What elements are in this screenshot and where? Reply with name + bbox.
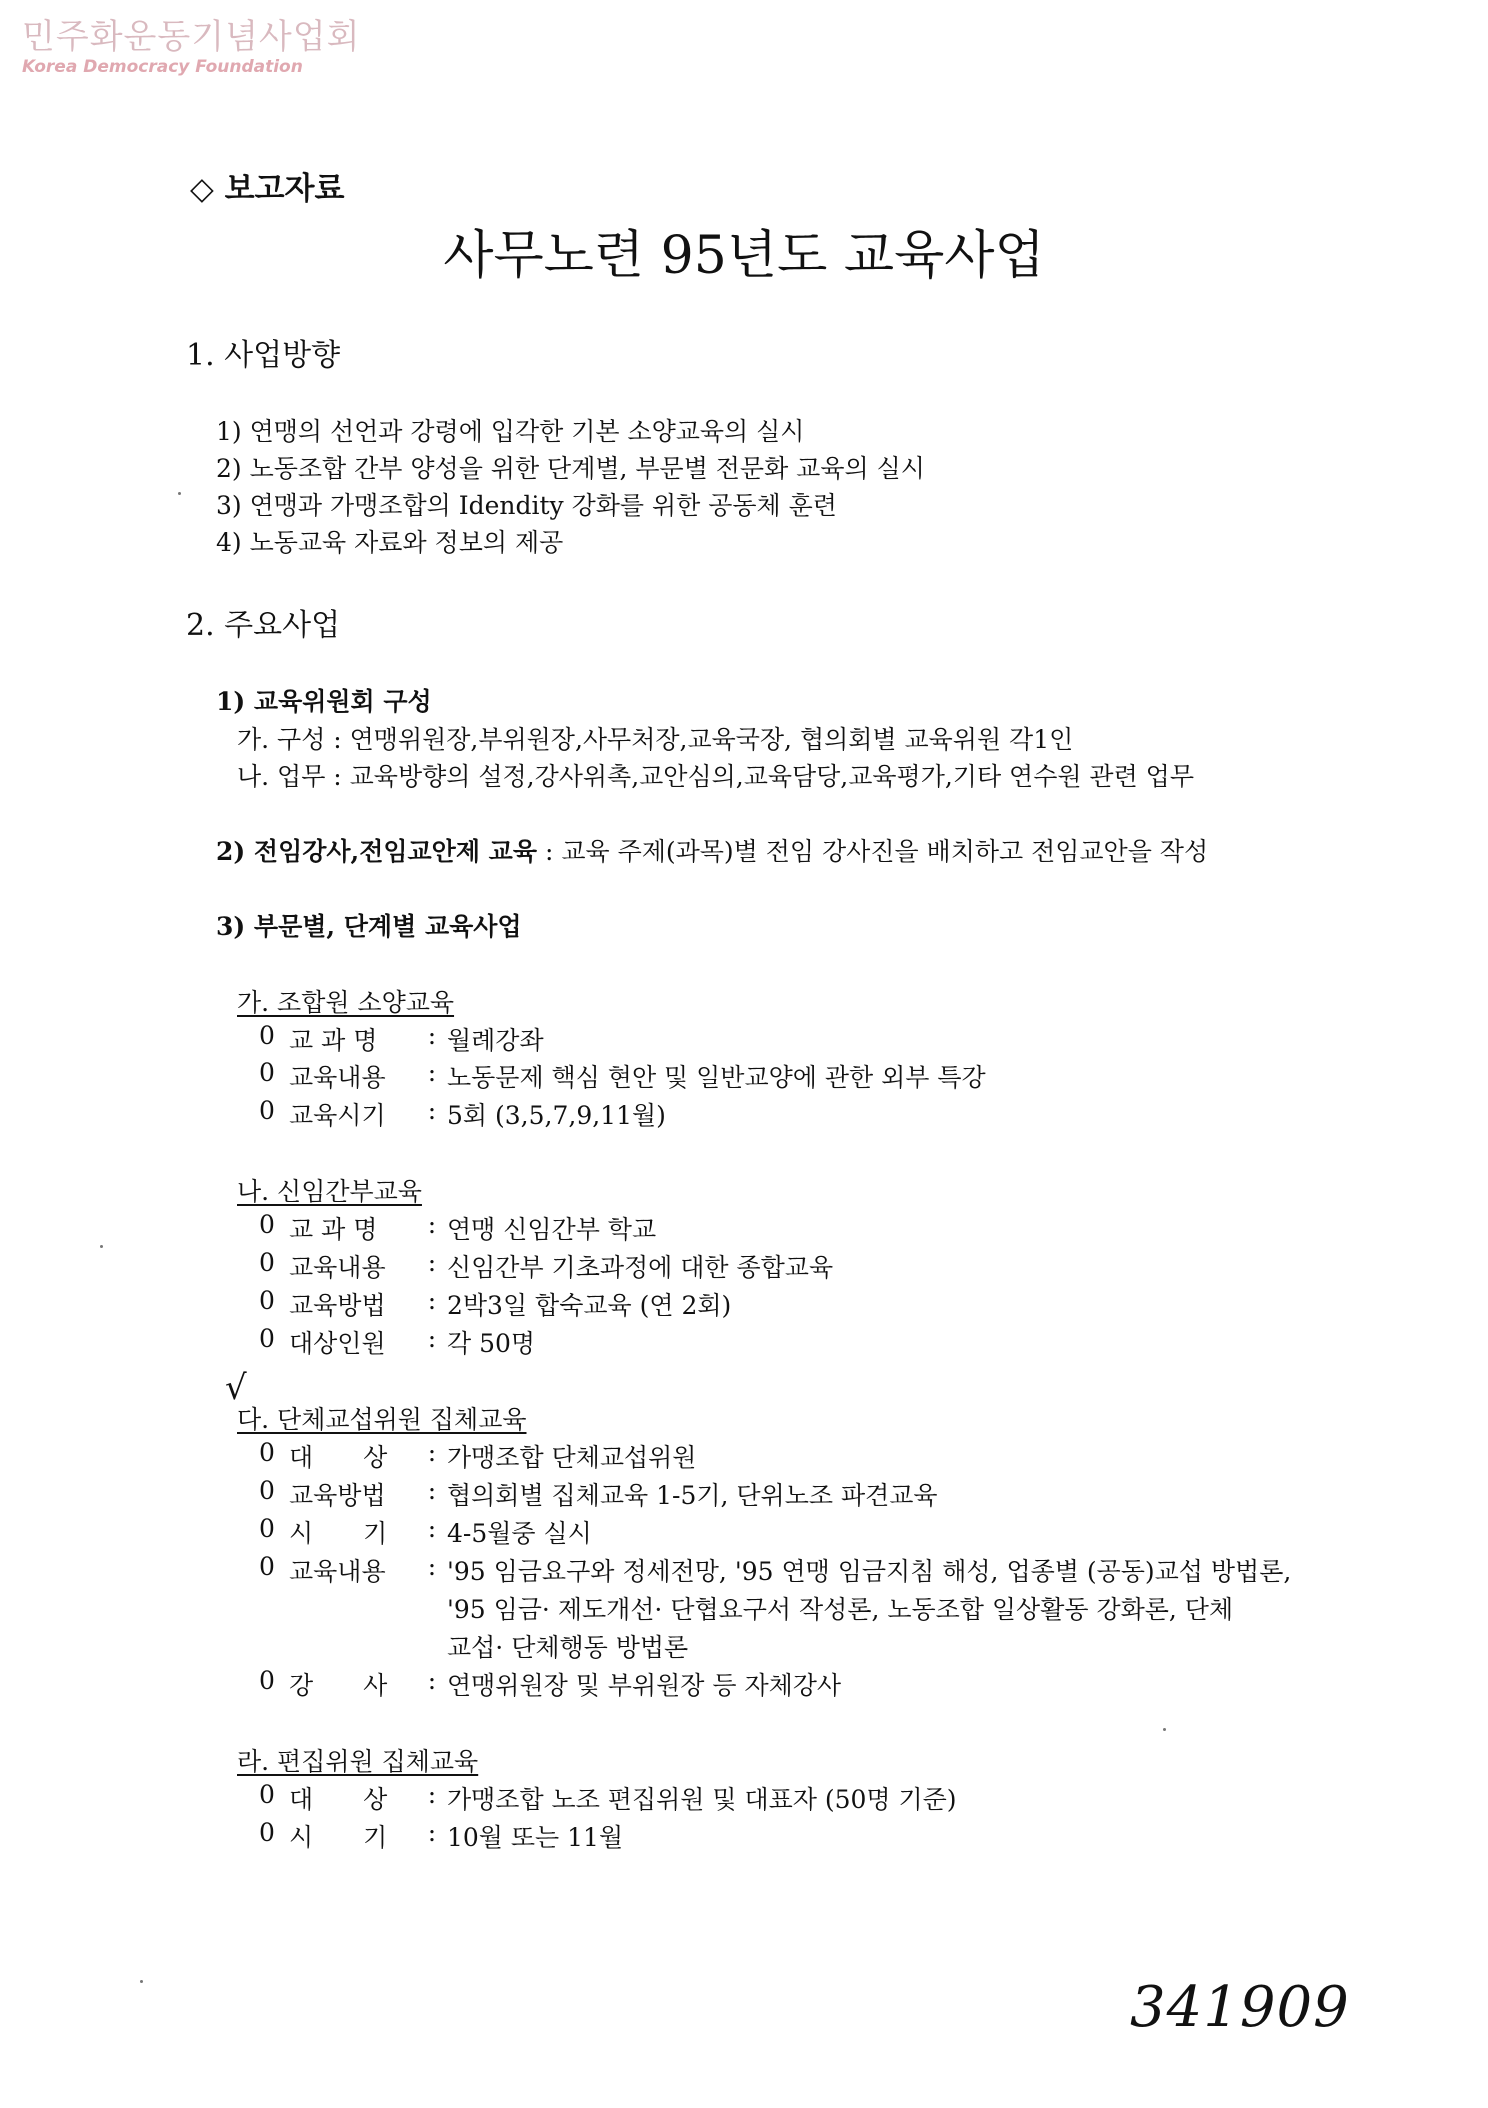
row-value-continued: '95 임금· 제도개선· 단협요구서 작성론, 노동조합 일상활동 강화론, 단체 bbox=[447, 1595, 1234, 1624]
row-marker: 0 bbox=[259, 1780, 275, 1809]
checkmark-icon: √ bbox=[225, 1368, 247, 1408]
row-marker: 0 bbox=[259, 1210, 275, 1239]
scan-speck bbox=[178, 492, 181, 495]
program-da-title: 다. 단체교섭위원 집체교육 bbox=[237, 1405, 527, 1434]
row-value: 노동문제 핵심 현안 및 일반교양에 관한 외부 특강 bbox=[447, 1063, 986, 1092]
row-value: 5회 (3,5,7,9,11월) bbox=[447, 1101, 666, 1130]
subsection-3-heading: 3) 부문별, 단계별 교육사업 bbox=[216, 912, 522, 941]
row-value: 4-5월중 실시 bbox=[447, 1519, 592, 1548]
row-value: 각 50명 bbox=[447, 1329, 536, 1358]
row-value-continued: 교섭· 단체행동 방법론 bbox=[447, 1633, 689, 1662]
program-row: 0 강 사 : 연맹위원장 및 부위원장 등 자체강사 bbox=[259, 1666, 842, 1700]
committee-composition: 가. 구성 : 연맹위원장,부위원장,사무처장,교육국장, 협의회별 교육위원 각1인 bbox=[237, 725, 1074, 754]
row-marker: 0 bbox=[259, 1476, 275, 1505]
row-marker: 0 bbox=[259, 1058, 275, 1087]
committee-duties: 나. 업무 : 교육방향의 설정,강사위촉,교안심의,교육담당,교육평가,기타 연수원 관련 업무 bbox=[237, 762, 1194, 791]
row-value: 10월 또는 11월 bbox=[447, 1823, 624, 1852]
row-marker: 0 bbox=[259, 1324, 275, 1353]
program-row: 0 대 상 : 가맹조합 노조 편집위원 및 대표자 (50명 기준) bbox=[259, 1780, 957, 1814]
program-row: 0 교육방법 : 협의회별 집체교육 1-5기, 단위노조 파견교육 bbox=[259, 1476, 938, 1510]
program-na-title: 나. 신임간부교육 bbox=[237, 1177, 422, 1206]
direction-item: 1) 연맹의 선언과 강령에 입각한 기본 소양교육의 실시 bbox=[216, 417, 805, 446]
row-value: 가맹조합 노조 편집위원 및 대표자 (50명 기준) bbox=[447, 1785, 957, 1814]
watermark-english: Korea Democracy Foundation bbox=[22, 57, 303, 77]
row-value: 가맹조합 단체교섭위원 bbox=[447, 1443, 697, 1472]
row-value: 신임간부 기초과정에 대한 종합교육 bbox=[447, 1253, 834, 1282]
program-ga-title: 가. 조합원 소양교육 bbox=[237, 988, 455, 1017]
program-row: 0 교육내용 : 신임간부 기초과정에 대한 종합교육 bbox=[259, 1248, 834, 1282]
direction-item: 2) 노동조합 간부 양성을 위한 단계별, 부문별 전문화 교육의 실시 bbox=[216, 454, 925, 483]
program-row: 0 교 과 명 : 연맹 신임간부 학교 bbox=[259, 1210, 657, 1244]
report-label: ◇ 보고자료 bbox=[190, 171, 345, 207]
row-value: 월례강좌 bbox=[447, 1026, 544, 1055]
row-marker: 0 bbox=[259, 1286, 275, 1315]
subsection-2 bbox=[216, 832, 1208, 868]
row-key: 대 상 bbox=[289, 1443, 388, 1472]
program-ra-title: 라. 편집위원 집체교육 bbox=[237, 1747, 479, 1776]
row-value: '95 임금요구와 정세전망, '95 연맹 임금지침 해성, 업종별 (공동)교섭 방법론, bbox=[447, 1557, 1292, 1586]
row-marker: 0 bbox=[259, 1552, 275, 1581]
handwritten-number: 341909 bbox=[1130, 1975, 1350, 2040]
row-marker: 0 bbox=[259, 1248, 275, 1277]
row-marker: 0 bbox=[259, 1818, 275, 1847]
row-key: 교육내용 bbox=[289, 1557, 386, 1586]
watermark bbox=[22, 18, 360, 78]
direction-item: 4) 노동교육 자료와 정보의 제공 bbox=[216, 528, 564, 557]
row-value: 연맹 신임간부 학교 bbox=[447, 1215, 657, 1244]
document-title: 사무노련 95년도 교육사업 bbox=[443, 226, 1045, 286]
program-row: 0 대 상 : 가맹조합 단체교섭위원 bbox=[259, 1438, 697, 1472]
row-key: 교 과 명 bbox=[289, 1215, 378, 1244]
row-value: 연맹위원장 및 부위원장 등 자체강사 bbox=[447, 1671, 842, 1700]
program-row: 0 교육내용 : '95 임금요구와 정세전망, '95 연맹 임금지침 해성, 업종별 (공동)교섭 방법론, bbox=[259, 1552, 1292, 1586]
row-key: 시 기 bbox=[289, 1519, 388, 1548]
row-key: 대 상 bbox=[289, 1785, 388, 1814]
program-row: 0 교 과 명 : 월례강좌 bbox=[259, 1021, 544, 1055]
row-marker: 0 bbox=[259, 1514, 275, 1543]
row-key: 교육시기 bbox=[289, 1101, 386, 1130]
program-row: 0 대상인원 : 각 50명 bbox=[259, 1324, 536, 1358]
section-2-heading: 2. 주요사업 bbox=[186, 608, 341, 643]
row-value: 협의회별 집체교육 1-5기, 단위노조 파견교육 bbox=[447, 1481, 938, 1510]
scan-speck bbox=[100, 1245, 103, 1248]
watermark-korean: 민주화운동기념사업회 bbox=[22, 17, 361, 57]
program-row: 0 시 기 : 4-5월중 실시 bbox=[259, 1514, 592, 1548]
row-key: 시 기 bbox=[289, 1823, 388, 1852]
program-row: 0 교육시기 : 5회 (3,5,7,9,11월) bbox=[259, 1096, 666, 1130]
scan-speck bbox=[1163, 1728, 1166, 1731]
row-key: 교육내용 bbox=[289, 1253, 386, 1282]
row-key: 교육방법 bbox=[289, 1481, 386, 1510]
program-row: 0 교육방법 : 2박3일 합숙교육 (연 2회) bbox=[259, 1286, 732, 1320]
direction-item: 3) 연맹과 가맹조합의 Idendity 강화를 위한 공동체 훈련 bbox=[216, 491, 837, 520]
section-1-heading: 1. 사업방향 bbox=[186, 338, 341, 373]
row-value: 2박3일 합숙교육 (연 2회) bbox=[447, 1291, 732, 1320]
row-key: 교육내용 bbox=[289, 1063, 386, 1092]
subsection-2-text: : 교육 주제(과목)별 전임 강사진을 배치하고 전임교안을 작성 bbox=[537, 837, 1209, 866]
row-key: 대상인원 bbox=[289, 1329, 386, 1358]
program-row: 0 시 기 : 10월 또는 11월 bbox=[259, 1818, 624, 1852]
subsection-2-heading: 2) 전임강사,전임교안제 교육 bbox=[216, 837, 537, 866]
scan-speck bbox=[140, 1980, 143, 1983]
subsection-1-heading: 1) 교육위원회 구성 bbox=[216, 687, 432, 716]
row-key: 교 과 명 bbox=[289, 1026, 378, 1055]
row-key: 교육방법 bbox=[289, 1291, 386, 1320]
row-key: 강 사 bbox=[289, 1671, 388, 1700]
program-row: 0 교육내용 : 노동문제 핵심 현안 및 일반교양에 관한 외부 특강 bbox=[259, 1058, 986, 1092]
row-marker: 0 bbox=[259, 1096, 275, 1125]
row-marker: 0 bbox=[259, 1438, 275, 1467]
row-marker: 0 bbox=[259, 1666, 275, 1695]
row-marker: 0 bbox=[259, 1021, 275, 1050]
